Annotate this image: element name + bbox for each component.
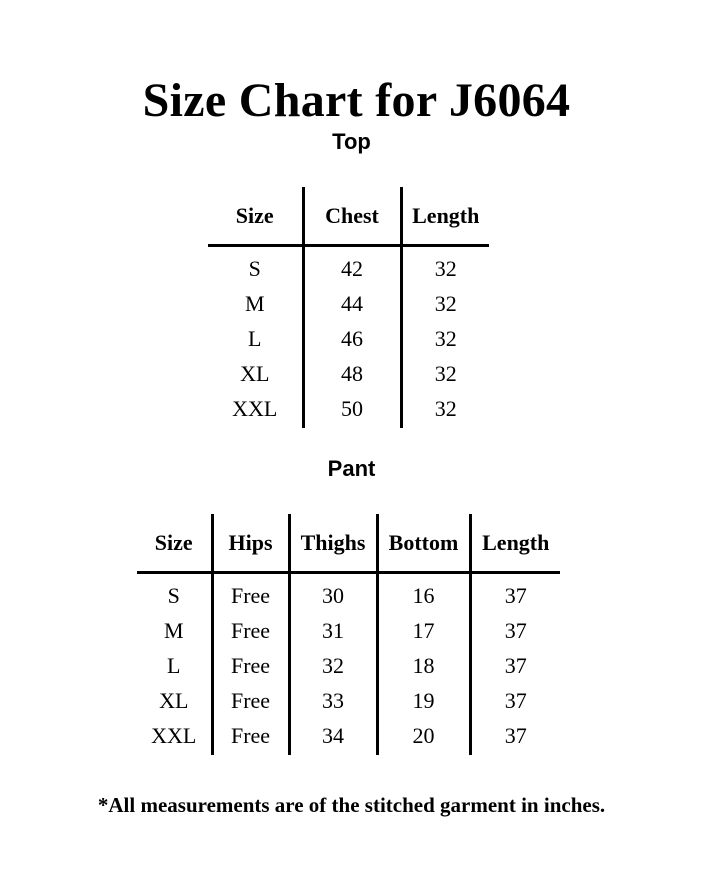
table-cell-length: 32: [401, 356, 489, 391]
table-row: [137, 573, 560, 614]
table-row: [208, 286, 489, 321]
table-cell-chest: 50: [303, 391, 401, 428]
table-cell-chest: 42: [303, 246, 401, 287]
table-header-row: [208, 187, 489, 246]
table-cell-hips: Free: [212, 573, 289, 614]
table-cell-length: 37: [470, 718, 560, 755]
table-row: [208, 321, 489, 356]
column-header-length: Length: [401, 187, 489, 246]
table-cell-thighs: 31: [289, 613, 377, 648]
table-cell-thighs: 33: [289, 683, 377, 718]
page-title: Size Chart for J6064: [142, 74, 571, 128]
table-cell-size: M: [163, 617, 184, 643]
table-cell-length: 32: [401, 321, 489, 356]
column-header-bottom: Bottom: [377, 514, 470, 573]
table-cell-thighs: 30: [289, 573, 377, 614]
table-cell-size: XL: [240, 360, 270, 386]
table-cell-hips: Free: [212, 613, 289, 648]
table-cell-length: 37: [470, 683, 560, 718]
table-cell-chest: 44: [303, 286, 401, 321]
column-header-size: Size: [137, 514, 212, 573]
table-cell-thighs: 32: [289, 648, 377, 683]
table-cell-length: 32: [401, 246, 489, 287]
table-cell-length: 32: [401, 286, 489, 321]
top-size-table: [208, 187, 489, 428]
table-cell-size: L: [248, 325, 262, 351]
table-row: [137, 718, 560, 755]
table-cell-bottom: 16: [377, 573, 470, 614]
table-cell-hips: Free: [212, 683, 289, 718]
table-cell-hips: Free: [212, 648, 289, 683]
table-cell-length: 37: [470, 648, 560, 683]
pant-section-heading: Pant: [327, 456, 376, 481]
table-cell-bottom: 20: [377, 718, 470, 755]
table-cell-size: XXL: [232, 395, 278, 421]
column-header-length: Length: [470, 514, 560, 573]
table-row: [137, 648, 560, 683]
table-cell-size: XL: [159, 687, 189, 713]
table-cell-size: XXL: [151, 722, 197, 748]
measurement-footnote: *All measurements are of the stitched garment in inches.: [97, 793, 606, 817]
table-cell-bottom: 18: [377, 648, 470, 683]
table-cell-hips: Free: [212, 718, 289, 755]
table-row: [208, 356, 489, 391]
table-row: [208, 391, 489, 428]
table-header-row: [137, 514, 560, 573]
pant-size-table: [137, 514, 560, 755]
table-cell-bottom: 17: [377, 613, 470, 648]
table-cell-chest: 46: [303, 321, 401, 356]
column-header-hips: Hips: [212, 514, 289, 573]
table-cell-chest: 48: [303, 356, 401, 391]
table-cell-length: 32: [401, 391, 489, 428]
table-cell-thighs: 34: [289, 718, 377, 755]
table-cell-size: S: [167, 582, 180, 608]
column-header-chest: Chest: [303, 187, 401, 246]
column-header-size: Size: [208, 187, 303, 246]
table-row: [137, 613, 560, 648]
table-cell-bottom: 19: [377, 683, 470, 718]
column-header-thighs: Thighs: [289, 514, 377, 573]
table-cell-length: 37: [470, 613, 560, 648]
table-cell-size: M: [244, 290, 265, 316]
table-row: [208, 246, 489, 287]
table-cell-size: L: [167, 652, 181, 678]
table-cell-size: S: [248, 255, 261, 281]
table-row: [137, 683, 560, 718]
table-cell-length: 37: [470, 573, 560, 614]
top-section-heading: Top: [332, 129, 371, 154]
